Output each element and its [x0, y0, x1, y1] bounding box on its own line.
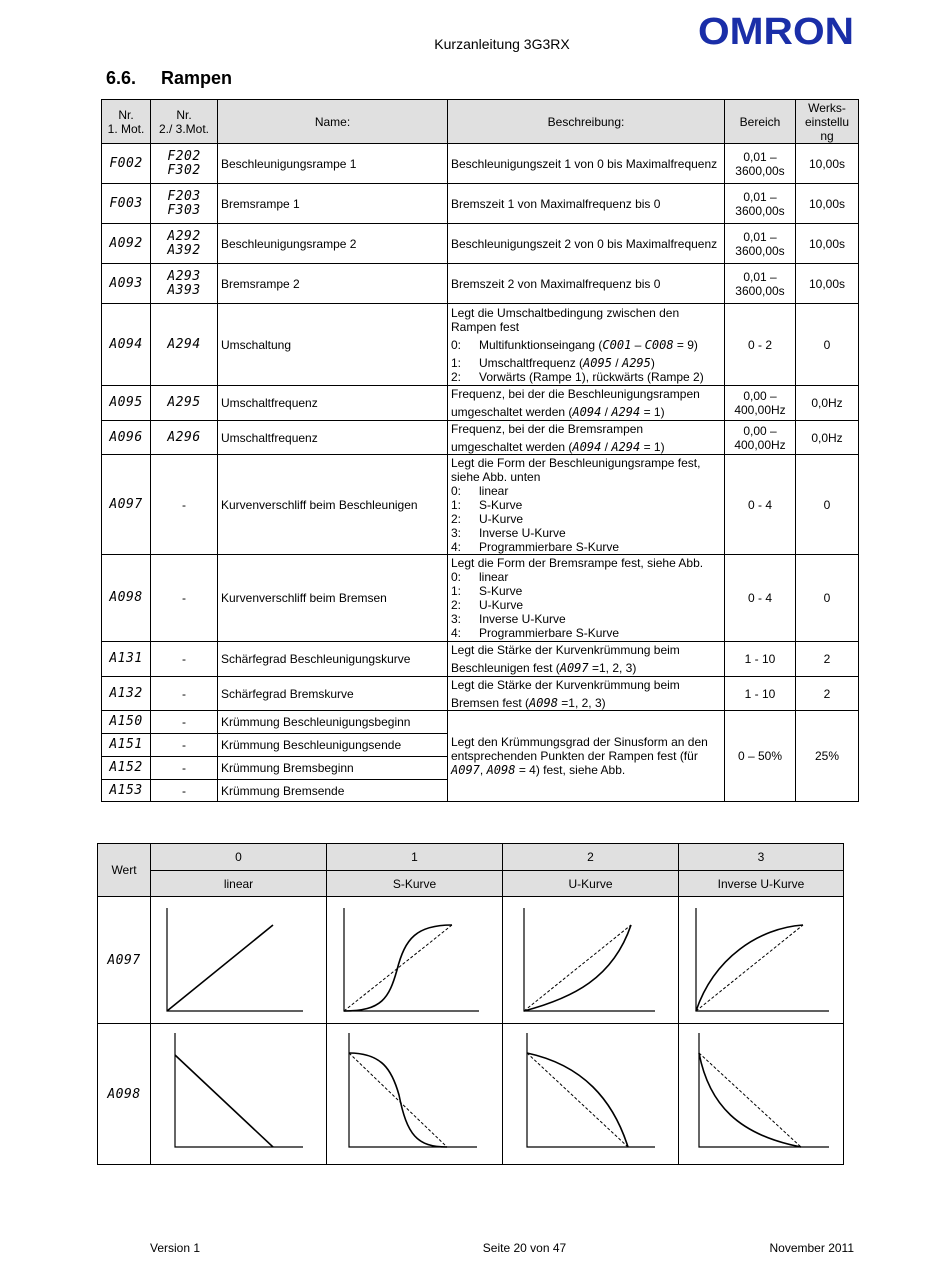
footer-page: Seite 20 von 47 — [482, 1241, 567, 1255]
param-default: 2 — [796, 677, 859, 711]
param-description: Bremszeit 1 von Maximalfrequenz bis 0 — [448, 184, 725, 224]
param-code-2: - — [151, 734, 218, 757]
table-row — [102, 421, 859, 455]
accel-u-curve-graph — [503, 898, 679, 1023]
section-heading — [106, 68, 232, 89]
param-range: 0,01 – 3600,00s — [725, 144, 796, 184]
param-code-2: - — [151, 455, 218, 555]
decel-s-curve-graph — [327, 1025, 503, 1164]
param-code: A096 — [109, 429, 143, 445]
param-name: Krümmung Bremsende — [218, 780, 448, 802]
param-code: A132 — [109, 685, 143, 701]
group-default: 25% — [796, 711, 859, 802]
param-description: Legt die Stärke der Kurvenkrümmung beim Bremsen fest (A098 =1, 2, 3) — [448, 677, 725, 711]
omron-logo — [697, 14, 855, 48]
option-1: 1: Umschaltfrequenz (A095 / A295) — [451, 355, 655, 370]
param-name: Beschleunigungsrampe 2 — [218, 224, 448, 264]
param-code: A092 — [109, 235, 143, 251]
param-description — [448, 304, 725, 386]
param-code-2: F203 — [167, 188, 201, 204]
param-code-2: A296 — [167, 429, 201, 445]
header-description: Beschreibung: — [448, 100, 725, 144]
param-code-3: F302 — [167, 162, 201, 178]
param-default: 0,0Hz — [796, 386, 859, 421]
param-code: A094 — [109, 336, 143, 352]
param-code-2: - — [151, 780, 218, 802]
table-row — [102, 555, 859, 642]
param-default: 0 — [796, 455, 859, 555]
param-range: 0 - 4 — [725, 555, 796, 642]
param-default: 2 — [796, 642, 859, 677]
param-code-2: - — [151, 555, 218, 642]
param-name: Umschaltfrequenz — [218, 386, 448, 421]
param-range: 1 - 10 — [725, 642, 796, 677]
table-row — [102, 224, 859, 264]
group-range: 0 – 50% — [725, 711, 796, 802]
table-row — [102, 386, 859, 421]
param-name: Krümmung Beschleunigungsende — [218, 734, 448, 757]
param-range: 0 - 4 — [725, 455, 796, 555]
option-0: 0: Multifunktionseingang (C001 – C008 = 9) — [451, 337, 698, 352]
param-description: Bremszeit 2 von Maximalfrequenz bis 0 — [448, 264, 725, 304]
param-name: Kurvenverschliff beim Bremsen — [218, 555, 448, 642]
value-header: 3 — [679, 844, 844, 871]
param-code-2: - — [151, 677, 218, 711]
accel-inverse-u-curve-graph — [679, 898, 844, 1023]
param-range: 1 - 10 — [725, 677, 796, 711]
param-range: 0,00 – 400,00Hz — [725, 421, 796, 455]
param-description: Legt die Form der Beschleunigungsrampe fest, siehe Abb. unten 0: linear 1: S-Kurve 2: U-Kurve 3: Inverse U-Kurve 4: Programmierbare S-Kurve — [448, 455, 725, 555]
table-row — [102, 144, 859, 184]
param-name: Schärfegrad Bremskurve — [218, 677, 448, 711]
param-code: A097 — [109, 496, 143, 512]
param-default: 10,00s — [796, 144, 859, 184]
curve-shape-table — [97, 843, 844, 1165]
param-description: Beschleunigungszeit 1 von 0 bis Maximalfrequenz — [448, 144, 725, 184]
param-code: A150 — [109, 714, 143, 729]
table-row — [102, 455, 859, 555]
row-code: A097 — [107, 952, 141, 968]
param-code-2: F202 — [167, 148, 201, 164]
param-name: Umschaltung — [218, 304, 448, 386]
table-row — [102, 304, 859, 386]
param-range: 0,01 – 3600,00s — [725, 184, 796, 224]
param-range: 0,01 – 3600,00s — [725, 264, 796, 304]
table-row — [102, 711, 859, 734]
table-row — [102, 642, 859, 677]
param-code-3: F303 — [167, 202, 201, 218]
param-name: Schärfegrad Beschleunigungskurve — [218, 642, 448, 677]
param-code-2: - — [151, 711, 218, 734]
footer-date: November 2011 — [769, 1241, 854, 1255]
param-name: Kurvenverschliff beim Beschleunigen — [218, 455, 448, 555]
curve-name: Inverse U-Kurve — [679, 871, 844, 897]
param-code: A151 — [109, 737, 143, 752]
param-default: 0 — [796, 555, 859, 642]
section-title: Rampen — [161, 68, 233, 88]
table-header-row — [102, 100, 859, 144]
svg-text:OMRON: OMRON — [698, 14, 854, 48]
param-range: 0 - 2 — [725, 304, 796, 386]
param-description: Frequenz, bei der die Bremsrampen umgeschaltet werden (A094 / A294 = 1) — [448, 421, 725, 455]
param-code-2: A294 — [167, 336, 201, 352]
header-nr2: Nr. 2./ 3.Mot. — [151, 100, 218, 144]
param-code-3: A393 — [167, 282, 201, 298]
decel-curve-row — [98, 1024, 844, 1165]
section-number: 6.6. — [106, 68, 137, 88]
param-code: A098 — [109, 590, 143, 605]
param-name: Umschaltfrequenz — [218, 421, 448, 455]
footer-version: Version 1 — [150, 1241, 201, 1255]
curve-name: S-Kurve — [327, 871, 503, 897]
param-default: 0 — [796, 304, 859, 386]
accel-curve-row — [98, 897, 844, 1024]
document-title: Kurzanleitung 3G3RX — [434, 36, 570, 52]
curve-name: U-Kurve — [503, 871, 679, 897]
param-code-2: A292 — [167, 228, 201, 244]
param-name: Beschleunigungsrampe 1 — [218, 144, 448, 184]
param-code: A093 — [109, 275, 143, 291]
table-row — [102, 677, 859, 711]
decel-u-curve-graph — [503, 1025, 679, 1164]
param-range: 0,01 – 3600,00s — [725, 224, 796, 264]
accel-s-curve-graph — [327, 898, 503, 1023]
param-name: Bremsrampe 1 — [218, 184, 448, 224]
param-code-2: - — [151, 757, 218, 780]
decel-linear-graph — [151, 1025, 327, 1164]
param-default: 10,00s — [796, 264, 859, 304]
param-code-3: A392 — [167, 242, 201, 258]
value-header: 1 — [327, 844, 503, 871]
param-name: Krümmung Bremsbeginn — [218, 757, 448, 780]
description-intro: Legt die Umschaltbedingung zwischen den Rampen fest — [451, 305, 680, 334]
header-name: Name: — [218, 100, 448, 144]
param-range: 0,00 – 400,00Hz — [725, 386, 796, 421]
param-description: Legt die Stärke der Kurvenkrümmung beim Beschleunigen fest (A097 =1, 2, 3) — [448, 642, 725, 677]
param-code: F003 — [109, 195, 143, 211]
param-name: Bremsrampe 2 — [218, 264, 448, 304]
param-description: Legt die Form der Bremsrampe fest, siehe Abb. 0: linear 1: S-Kurve 2: U-Kurve 3: Inverse U-Kurve 4: Programmierbare S-Kurve — [448, 555, 725, 642]
option-2: 2: Vorwärts (Rampe 1), rückwärts (Rampe 2) — [451, 369, 704, 384]
value-header: 2 — [503, 844, 679, 871]
value-header: 0 — [151, 844, 327, 871]
accel-linear-graph — [151, 898, 327, 1023]
param-code: F002 — [109, 155, 143, 171]
decel-inverse-u-curve-graph — [679, 1025, 844, 1164]
param-code-2: A293 — [167, 268, 201, 284]
param-default: 10,00s — [796, 184, 859, 224]
parameter-table — [101, 99, 859, 802]
param-code: A153 — [109, 782, 143, 798]
param-code-2: A295 — [167, 395, 201, 410]
param-name: Krümmung Beschleunigungsbeginn — [218, 711, 448, 734]
param-code: A131 — [109, 651, 143, 666]
header-range: Bereich — [725, 100, 796, 144]
param-code: A152 — [109, 760, 143, 775]
header-nr1: Nr. 1. Mot. — [102, 100, 151, 144]
param-description: Frequenz, bei der die Beschleunigungsrampen umgeschaltet werden (A094 / A294 = 1) — [448, 386, 725, 421]
param-default: 10,00s — [796, 224, 859, 264]
header-default: Werks- einstellu ng — [796, 100, 859, 144]
param-code-2: - — [151, 642, 218, 677]
row-code: A098 — [107, 1086, 141, 1102]
group-description: Legt den Krümmungsgrad der Sinusform an den entsprechenden Punkten der Rampen fest (für A097, A098 = 4) fest, siehe Abb. — [448, 711, 725, 802]
param-description: Beschleunigungszeit 2 von 0 bis Maximalfrequenz — [448, 224, 725, 264]
table-row — [102, 264, 859, 304]
wert-header: Wert — [98, 844, 151, 897]
param-default: 0,0Hz — [796, 421, 859, 455]
curve-name: linear — [151, 871, 327, 897]
table-row — [102, 184, 859, 224]
param-code: A095 — [109, 395, 143, 410]
